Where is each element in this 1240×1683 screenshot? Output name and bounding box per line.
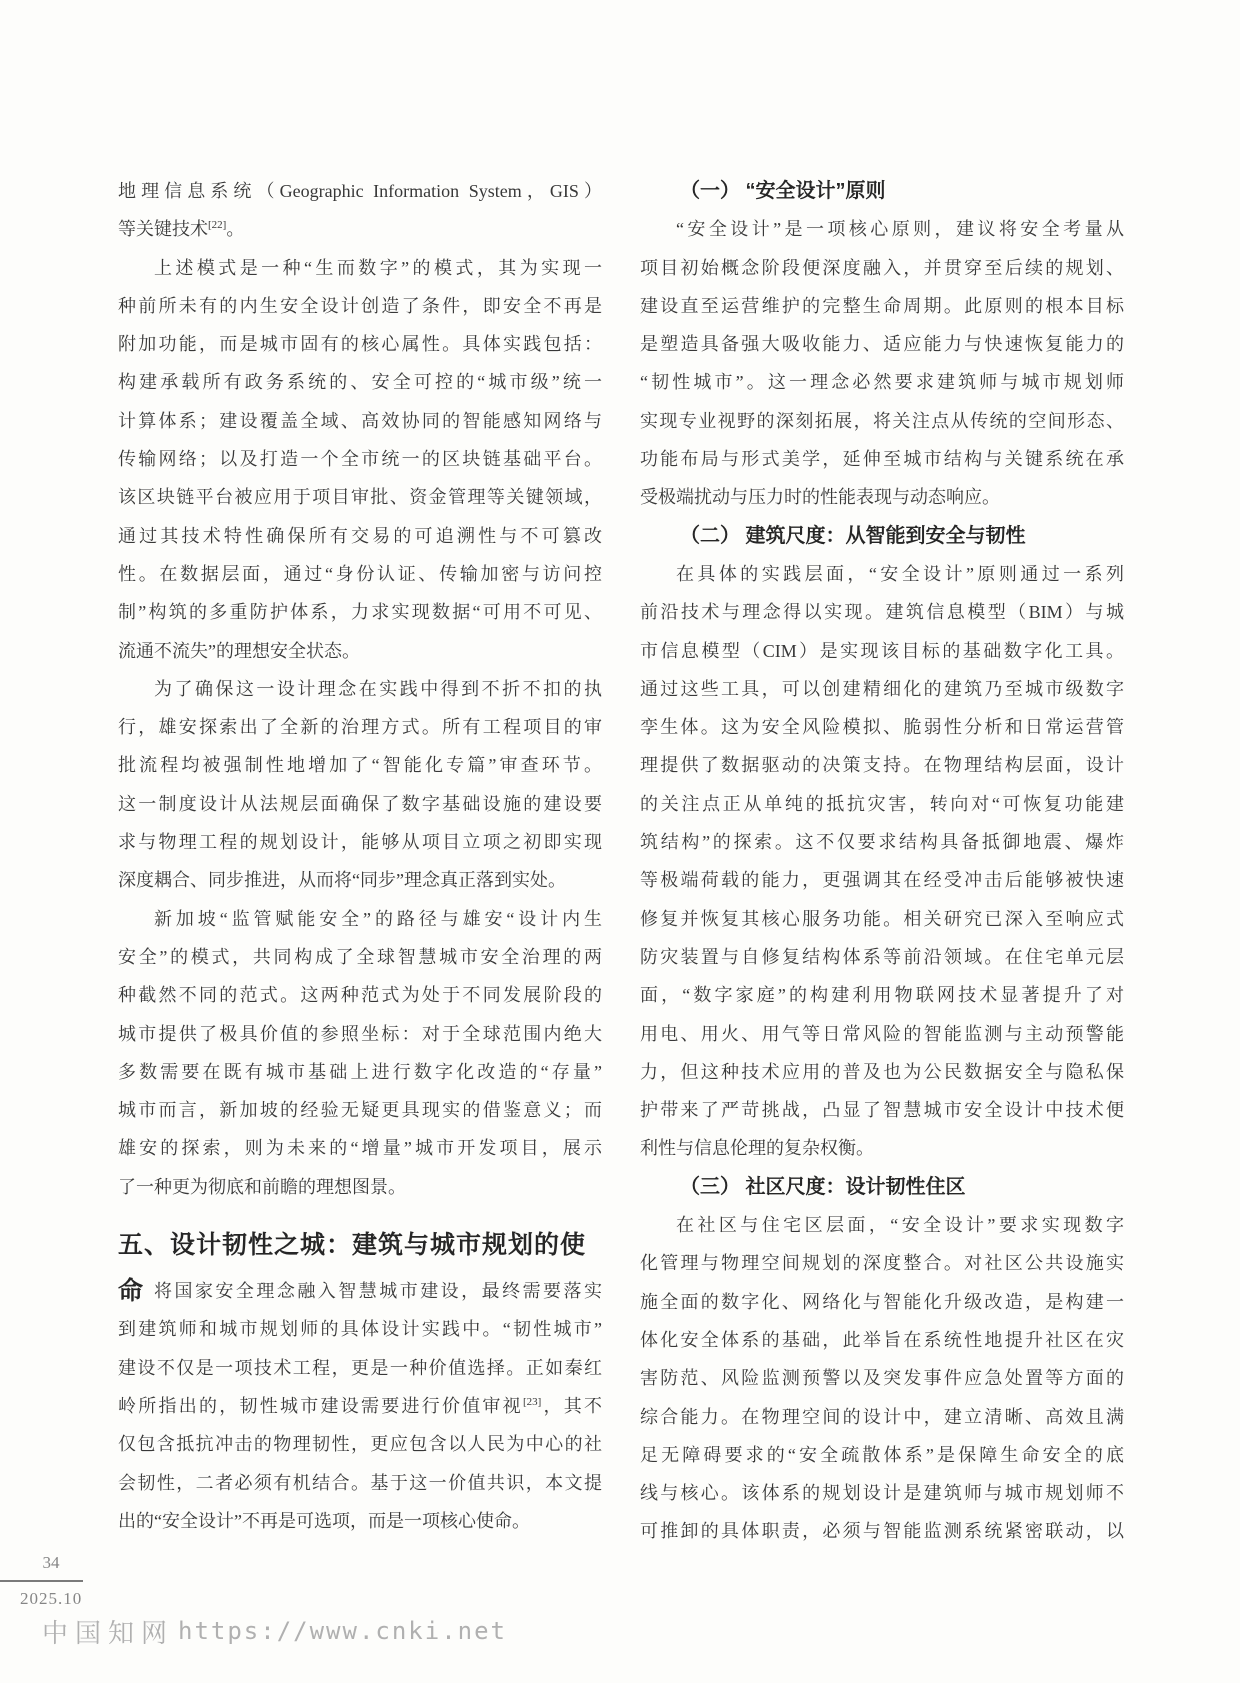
text-line: 功能布局与形式美学，延伸至城市结构与关键系统在承 xyxy=(640,449,1124,470)
text-line: 在社区与住宅区层面，“安全设计”要求实现数字 xyxy=(676,1215,1124,1236)
left-text-column xyxy=(118,172,602,1540)
text-line: 将国家安全理念融入智慧城市建设，最终需要落实 xyxy=(154,1281,602,1302)
text-line: 足无障碍要求的“安全疏散体系”是保障生命安全的底 xyxy=(640,1444,1124,1465)
text-line: 建设直至运营维护的完整生命周期。此原则的根本目标 xyxy=(640,295,1124,316)
text-line: 筑结构”的探索。这不仅要求结构具备抵御地震、爆炸 xyxy=(640,832,1124,853)
text-line: 防灾装置与自修复结构体系等前沿领域。在住宅单元层 xyxy=(640,946,1124,967)
text-line: 建设不仅是一项技术工程，更是一种价值选择。正如秦红 xyxy=(118,1357,602,1378)
text-line: 地理信息系统（Geographic Information System，GIS） xyxy=(118,181,602,201)
text-line: 用电、用火、用气等日常风险的智能监测与主动预警能 xyxy=(640,1023,1124,1044)
cnki-watermark-cn: 中国知网 xyxy=(42,1619,175,1648)
text-line: 种前所未有的内生安全设计创造了条件，即安全不再是 xyxy=(118,295,602,316)
text-line: 该区块链平台被应用于项目审批、资金管理等关键领域， xyxy=(118,487,602,508)
text-line: 传输网络；以及打造一个全市统一的区块链基础平台。 xyxy=(118,449,602,470)
text-line: 项目初始概念阶段便深度融入，并贯穿至后续的规划、 xyxy=(640,257,1124,278)
text-line: 计算体系；建设覆盖全域、高效协同的智能感知网络与 xyxy=(118,410,602,431)
text-line: 实现专业视野的深刻拓展，将关注点从传统的空间形态、 xyxy=(640,410,1124,431)
text-line: 城市而言，新加坡的经验无疑更具现实的借鉴意义；而 xyxy=(118,1100,602,1121)
text-line: 在具体的实践层面，“安全设计”原则通过一系列 xyxy=(676,563,1124,584)
text-line: 前沿技术与理念得以实现。建筑信息模型（BIM）与城 xyxy=(640,602,1124,623)
text-line: 护带来了严苛挑战，凸显了智慧城市安全设计中技术便 xyxy=(640,1100,1124,1121)
text-line: 多数需要在既有城市基础上进行数字化改造的“存量” xyxy=(118,1061,602,1082)
text-line: 力，但这种技术应用的普及也为公民数据安全与隐私保 xyxy=(640,1061,1124,1082)
text-line: 孪生体。这为安全风险模拟、脆弱性分析和日常运营管 xyxy=(640,717,1124,738)
footer-rule xyxy=(0,1580,83,1582)
text-line: “安全设计”是一项核心原则，建议将安全考量从 xyxy=(676,219,1124,240)
text-line: 通过其技术特性确保所有交易的可追溯性与不可篡改 xyxy=(118,525,602,546)
text-line: 等极端荷载的能力，更强调其在经受冲击后能够被快速 xyxy=(640,870,1124,891)
text-line: 性。在数据层面，通过“身份认证、传输加密与访问控 xyxy=(118,563,602,584)
cnki-watermark-url: https://www.cnki.net xyxy=(178,1617,507,1645)
subsection-heading: （一） “安全设计”原则 xyxy=(680,180,886,202)
text-line: 制”构筑的多重防护体系，力求实现数据“可用不可见、 xyxy=(118,602,602,623)
text-line: 修复并恢复其核心服务功能。相关研究已深入至响应式 xyxy=(640,908,1124,929)
text-line: 求与物理工程的规划设计，能够从项目立项之初即实现 xyxy=(118,832,602,853)
text-line: 新加坡“监管赋能安全”的路径与雄安“设计内生 xyxy=(154,908,602,929)
text-line: 市信息模型（CIM）是实现该目标的基础数字化工具。 xyxy=(640,640,1124,661)
text-line: 深度耦合、同步推进，从而将“同步”理念真正落到实处。 xyxy=(118,870,566,891)
text-line: 利性与信息伦理的复杂权衡。 xyxy=(640,1138,874,1159)
text-line: 化管理与物理空间规划的深度整合。对社区公共设施实 xyxy=(640,1253,1124,1274)
page-number: 34 xyxy=(42,1553,60,1572)
text-line: 构建承载所有政务系统的、安全可控的“城市级”统一 xyxy=(118,372,602,393)
citation-ref: [23] xyxy=(522,1395,542,1408)
text-line: 城市提供了极具价值的参照坐标：对于全球范围内绝大 xyxy=(118,1023,602,1044)
text-line: 岭所指出的，韧性城市建设需要进行价值审视[23]，其不 xyxy=(118,1395,602,1416)
text-line: 害防范、风险监测预警以及突发事件应急处置等方面的 xyxy=(640,1368,1124,1389)
text-line: 安全”的模式，共同构成了全球智慧城市安全治理的两 xyxy=(118,946,602,967)
text-line: 附加功能，而是城市固有的核心属性。具体实践包括： xyxy=(118,334,602,355)
text-line: 线与核心。该体系的规划设计是建筑师与城市规划师不 xyxy=(640,1483,1124,1504)
citation-ref: [22] xyxy=(208,219,227,232)
subsection-heading: （三） 社区尺度：设计韧性住区 xyxy=(680,1175,966,1198)
issue-date: 2025.10 xyxy=(20,1589,83,1608)
text-line: 是塑造具备强大吸收能力、适应能力与快速恢复能力的 xyxy=(640,334,1124,355)
text-line: 种截然不同的范式。这两种范式为处于不同发展阶段的 xyxy=(118,985,602,1006)
right-text-column xyxy=(640,172,1124,1551)
text-line: 到建筑师和城市规划师的具体设计实践中。“韧性城市” xyxy=(118,1319,602,1340)
text-line: 受极端扰动与压力时的性能表现与动态响应。 xyxy=(640,487,1000,508)
section-heading: 五、设计韧性之城：建筑与城市规划的使命 xyxy=(118,1231,587,1306)
text-line: 的关注点正从单纯的抵抗灾害，转向对“可恢复功能建 xyxy=(640,793,1124,814)
text-line: 上述模式是一种“生而数字”的模式，其为实现一 xyxy=(154,257,602,278)
text-line: 体化安全体系的基础，此举旨在系统性地提升社区在灾 xyxy=(640,1329,1124,1350)
text-line: 通过这些工具，可以创建精细化的建筑乃至城市级数字 xyxy=(640,678,1124,699)
text-line: 批流程均被强制性地增加了“智能化专篇”审查环节。 xyxy=(118,755,602,776)
text-line: 会韧性，二者必须有机结合。基于这一价值共识，本文提 xyxy=(118,1472,602,1493)
text-line: 理提供了数据驱动的决策支持。在物理结构层面，设计 xyxy=(640,755,1124,776)
text-line: 雄安的探索，则为未来的“增量”城市开发项目，展示 xyxy=(118,1138,602,1159)
text-line: 行，雄安探索出了全新的治理方式。所有工程项目的审 xyxy=(118,717,602,738)
text-line: 这一制度设计从法规层面确保了数字基础设施的建设要 xyxy=(118,793,602,814)
text-line: 施全面的数字化、网络化与智能化升级改造，是构建一 xyxy=(640,1291,1124,1312)
text-line: 综合能力。在物理空间的设计中，建立清晰、高效且满 xyxy=(640,1406,1124,1427)
text-line: 了一种更为彻底和前瞻的理想图景。 xyxy=(118,1176,406,1197)
text-line: 流通不流失”的理想安全状态。 xyxy=(118,640,360,661)
text-line: 等关键技术[22]。 xyxy=(118,219,245,240)
text-line: “韧性城市”。这一理念必然要求建筑师与城市规划师 xyxy=(640,372,1124,393)
text-line: 可推卸的具体职责，必须与智能监测系统紧密联动，以 xyxy=(640,1521,1124,1542)
subsection-heading: （二） 建筑尺度：从智能到安全与韧性 xyxy=(680,524,1026,547)
text-line: 仅包含抵抗冲击的物理韧性，更应包含以人民为中心的社 xyxy=(118,1434,602,1455)
text-line: 出的“安全设计”不再是可选项，而是一项核心使命。 xyxy=(118,1510,530,1531)
text-line: 面，“数字家庭”的构建利用物联网技术显著提升了对 xyxy=(640,985,1124,1006)
text-line: 为了确保这一设计理念在实践中得到不折不扣的执 xyxy=(154,678,602,699)
